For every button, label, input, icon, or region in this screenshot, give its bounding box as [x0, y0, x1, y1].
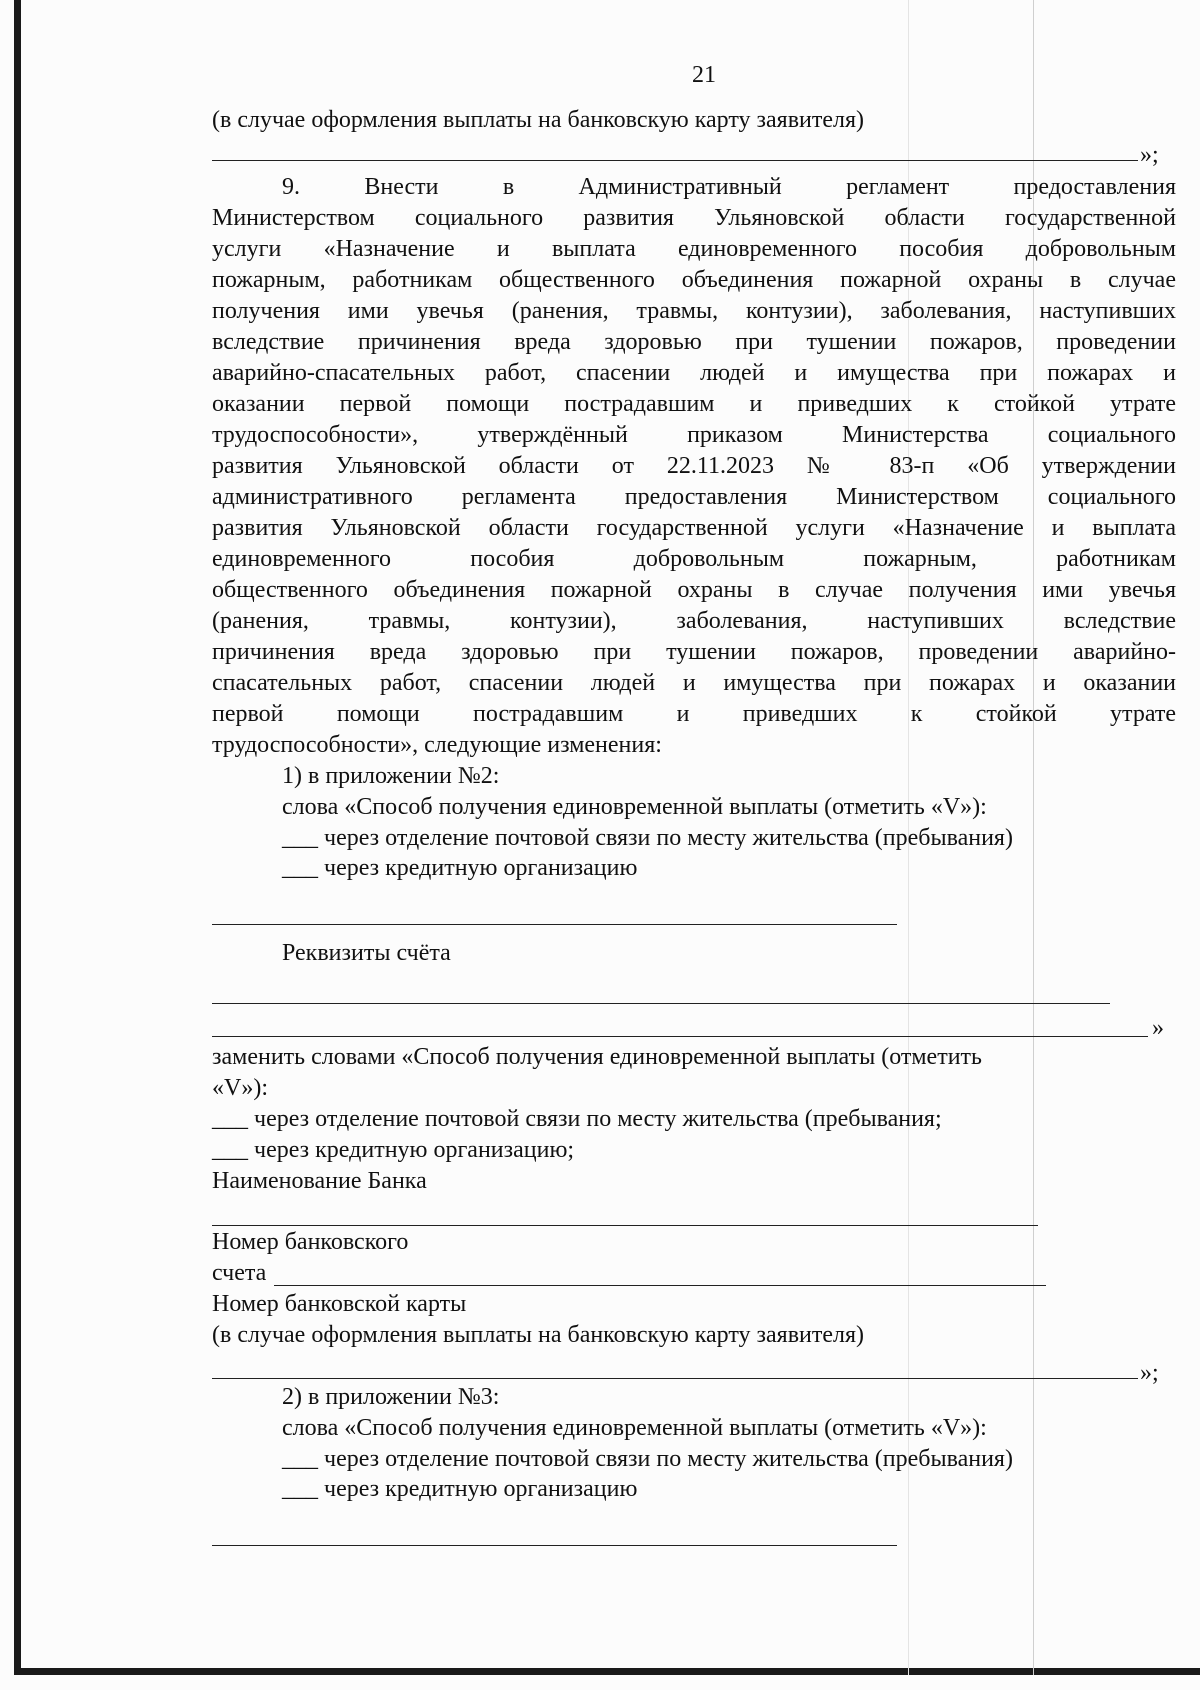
bank-name-label: Наименование Банка: [212, 1168, 427, 1194]
paragraph-line: аварийно-спасательных работ, спасении людей и имущества при пожарах и: [212, 360, 1176, 386]
account-line: [274, 1285, 1046, 1286]
paragraph-line: трудоспособности», утверждённый приказом Министерства социального: [212, 422, 1176, 448]
replace-option-credit: ___ через кредитную организацию;: [212, 1137, 575, 1163]
paragraph-line: общественного объединения пожарной охраны в случае получения ими увечья: [212, 577, 1176, 603]
paragraph-line: развития Ульяновской области от 22.11.2023 № 83-п «Об утверждении: [212, 453, 1176, 479]
sub1-requisites: Реквизиты счёта: [282, 940, 451, 966]
paragraph-line: единовременного пособия добровольным пожарным, работникам: [212, 546, 1176, 572]
replace-end-quote: »;: [1140, 1360, 1159, 1386]
sub1-words-line: слова «Способ получения единовременной выплаты (отметить «V»):: [282, 794, 987, 820]
replace-option-post: ___ через отделение почтовой связи по месту жительства (пребывания;: [212, 1106, 942, 1132]
sub2-words-line: слова «Способ получения единовременной выплаты (отметить «V»):: [282, 1415, 987, 1441]
paragraph-line: оказании первой помощи пострадавшим и приведших к стойкой утрате: [212, 391, 1176, 417]
card-label: Номер банковской карты: [212, 1291, 467, 1317]
paragraph-line: получения ими увечья (ранения, травмы, контузии), заболевания, наступивших: [212, 298, 1176, 324]
sub1-option-credit: ___ через кредитную организацию: [282, 855, 638, 881]
card-note: (в случае оформления выплаты на банковскую карту заявителя): [212, 1322, 865, 1348]
card-note-top: (в случае оформления выплаты на банковскую карту заявителя): [212, 107, 865, 133]
sub2-option-credit: ___ через кредитную организацию: [282, 1476, 638, 1502]
paragraph-line: развития Ульяновской области государственной услуги «Назначение и выплата: [212, 515, 1176, 541]
sub2-option-post: ___ через отделение почтовой связи по месту жительства (пребывания): [282, 1446, 1013, 1472]
blank-line: [212, 1003, 1110, 1004]
paragraph-line: причинения вреда здоровью при тушении пожаров, проведении аварийно-: [212, 639, 1176, 665]
end-quote-top: »;: [1140, 142, 1159, 168]
sub1-close-quote: »: [1152, 1015, 1164, 1041]
paragraph-line: услуги «Назначение и выплата единовременного пособия добровольным: [212, 236, 1176, 262]
bank-name-line: [212, 1225, 1038, 1226]
paragraph-last-line: трудоспособности», следующие изменения:: [212, 732, 662, 758]
replace-line2: «V»):: [212, 1075, 268, 1101]
paragraph-line: первой помощи пострадавшим и приведших к стойкой утрате: [212, 701, 1176, 727]
blank-line: [212, 924, 897, 925]
paragraph-line: вследствие причинения вреда здоровью при тушении пожаров, проведении: [212, 329, 1176, 355]
sub1-option-post: ___ через отделение почтовой связи по месту жительства (пребывания): [282, 825, 1013, 851]
scan-border-bottom: [14, 1668, 1200, 1675]
paragraph-line: административного регламента предоставления Министерством социального: [212, 484, 1176, 510]
blank-line: [212, 1036, 1148, 1037]
sub2-heading: 2) в приложении №3:: [282, 1384, 500, 1410]
card-line: [212, 1378, 1138, 1379]
paragraph-line: 9. Внести в Административный регламент предоставления: [282, 174, 1176, 200]
signature-line: [212, 160, 1138, 161]
paragraph-line: (ранения, травмы, контузии), заболевания, наступивших вследствие: [212, 608, 1176, 634]
sub1-heading: 1) в приложении №2:: [282, 763, 500, 789]
account-label-2: счета: [212, 1260, 267, 1286]
paragraph-line: Министерством социального развития Ульяновской области государственной: [212, 205, 1176, 231]
replace-line1: заменить словами «Способ получения единовременной выплаты (отметить: [212, 1044, 982, 1070]
blank-line: [212, 1545, 897, 1546]
scan-border-left: [14, 0, 21, 1675]
paragraph-line: пожарным, работникам общественного объединения пожарной охраны в случае: [212, 267, 1176, 293]
paragraph-line: спасательных работ, спасении людей и имущества при пожарах и оказании: [212, 670, 1176, 696]
account-label: Номер банковского: [212, 1229, 409, 1255]
page-number: 21: [692, 62, 716, 88]
